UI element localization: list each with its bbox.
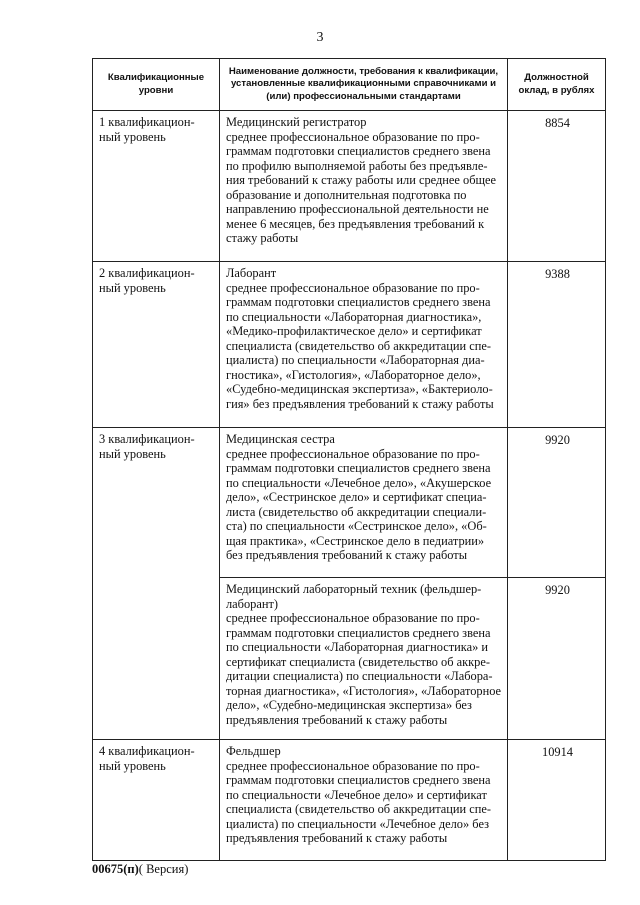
position-cell	[220, 740, 508, 861]
position-cell	[220, 262, 508, 428]
document-footer	[92, 862, 188, 877]
position-requirements: среднее профессиональное образование по про-граммам подготовки специалистов среднего звена по специальности «Лечебное дело», «Акушерское дело», «Сестринское дело» и сертификат специа-листа (свидетельство об аккредитации специали-ста) по специальности «Сестринское дело», «Об-щая практика», «Сестринское дело в педиатрии» без предъявления требований к стажу работы	[226, 446, 492, 562]
salary-cell: 10914	[508, 740, 606, 861]
header-qualification-levels: Квалификационные уровни	[93, 59, 220, 111]
position-title: Лаборант	[226, 266, 277, 280]
table-row	[93, 262, 606, 428]
salary-cell: 9920	[508, 428, 606, 578]
position-requirements: среднее профессиональное образование по про-граммам подготовки специалистов среднего звена по специальности «Лабораторная диагностика», «Медико-профилактическое дело» и сертификат специалиста (свидетельство об аккредитации спе-циалиста) по специальности «Лабораторная диа-гностика», «Гистология», «Лабораторное дело», «Судебно-медицинская экспертиза», «Бактериоло-гия» без предъявления требований к стажу работы	[226, 280, 494, 411]
position-cell	[220, 111, 508, 262]
page-number: 3	[316, 30, 324, 45]
salary-cell: 9920	[508, 578, 606, 740]
position-requirements: среднее профессиональное образование по про-граммам подготовки специалистов среднего звена по специальности «Лечебное дело» и сертификат специалиста (свидетельство об аккредитации спе-циалиста) по специальности «Лечебное дело» без предъявления требований к стажу работы	[226, 758, 492, 845]
position-title: Медицинская сестра	[226, 432, 335, 446]
position-title: Медицинский лабораторный техник (фельдшер-лаборант)	[226, 582, 482, 611]
table-row	[93, 740, 606, 861]
position-cell	[220, 578, 508, 740]
position-requirements: среднее профессиональное образование по про-граммам подготовки специалистов среднего звена по специальности «Лабораторная диагностика» и сертификат специалиста (свидетельство об аккре-дитации специалиста) по специальности «Лабора-торная диагностика», «Гистология», «Лабораторное дело», «Судебно-медицинская экспертиза» без предъявления требований к стажу работы	[226, 611, 502, 727]
level-cell: 1 квалификацион-ный уровень	[93, 111, 220, 262]
position-cell	[220, 428, 508, 578]
header-salary: Должностной оклад, в рублях	[508, 59, 606, 111]
level-cell: 2 квалификацион-ный уровень	[93, 262, 220, 428]
salary-cell: 9388	[508, 262, 606, 428]
level-cell: 4 квалификацион-ный уровень	[93, 740, 220, 861]
header-position-requirements: Наименование должности, требования к квалификации, установленные квалификационными справочниками и (или) профессиональными стандартами	[220, 59, 508, 111]
table-row	[93, 428, 606, 578]
qualification-table	[92, 58, 606, 861]
position-requirements: среднее профессиональное образование по про-граммам подготовки специалистов среднего звена по профилю выполняемой работы без предъявле-ния требований к стажу работы или среднее общее образование и дополнительная подготовка по направлению профессиональной деятельности не менее 6 месяцев, без предъявления требований к стажу работы	[226, 129, 497, 245]
position-title: Медицинский регистратор	[226, 115, 367, 129]
version-label: ( Версия)	[138, 862, 189, 876]
salary-cell: 8854	[508, 111, 606, 262]
document-code: 00675(п)	[92, 862, 139, 876]
table-header-row	[93, 59, 606, 111]
table-row	[93, 111, 606, 262]
level-cell: 3 квалификацион-ный уровень	[93, 428, 220, 740]
position-title: Фельдшер	[226, 744, 281, 758]
